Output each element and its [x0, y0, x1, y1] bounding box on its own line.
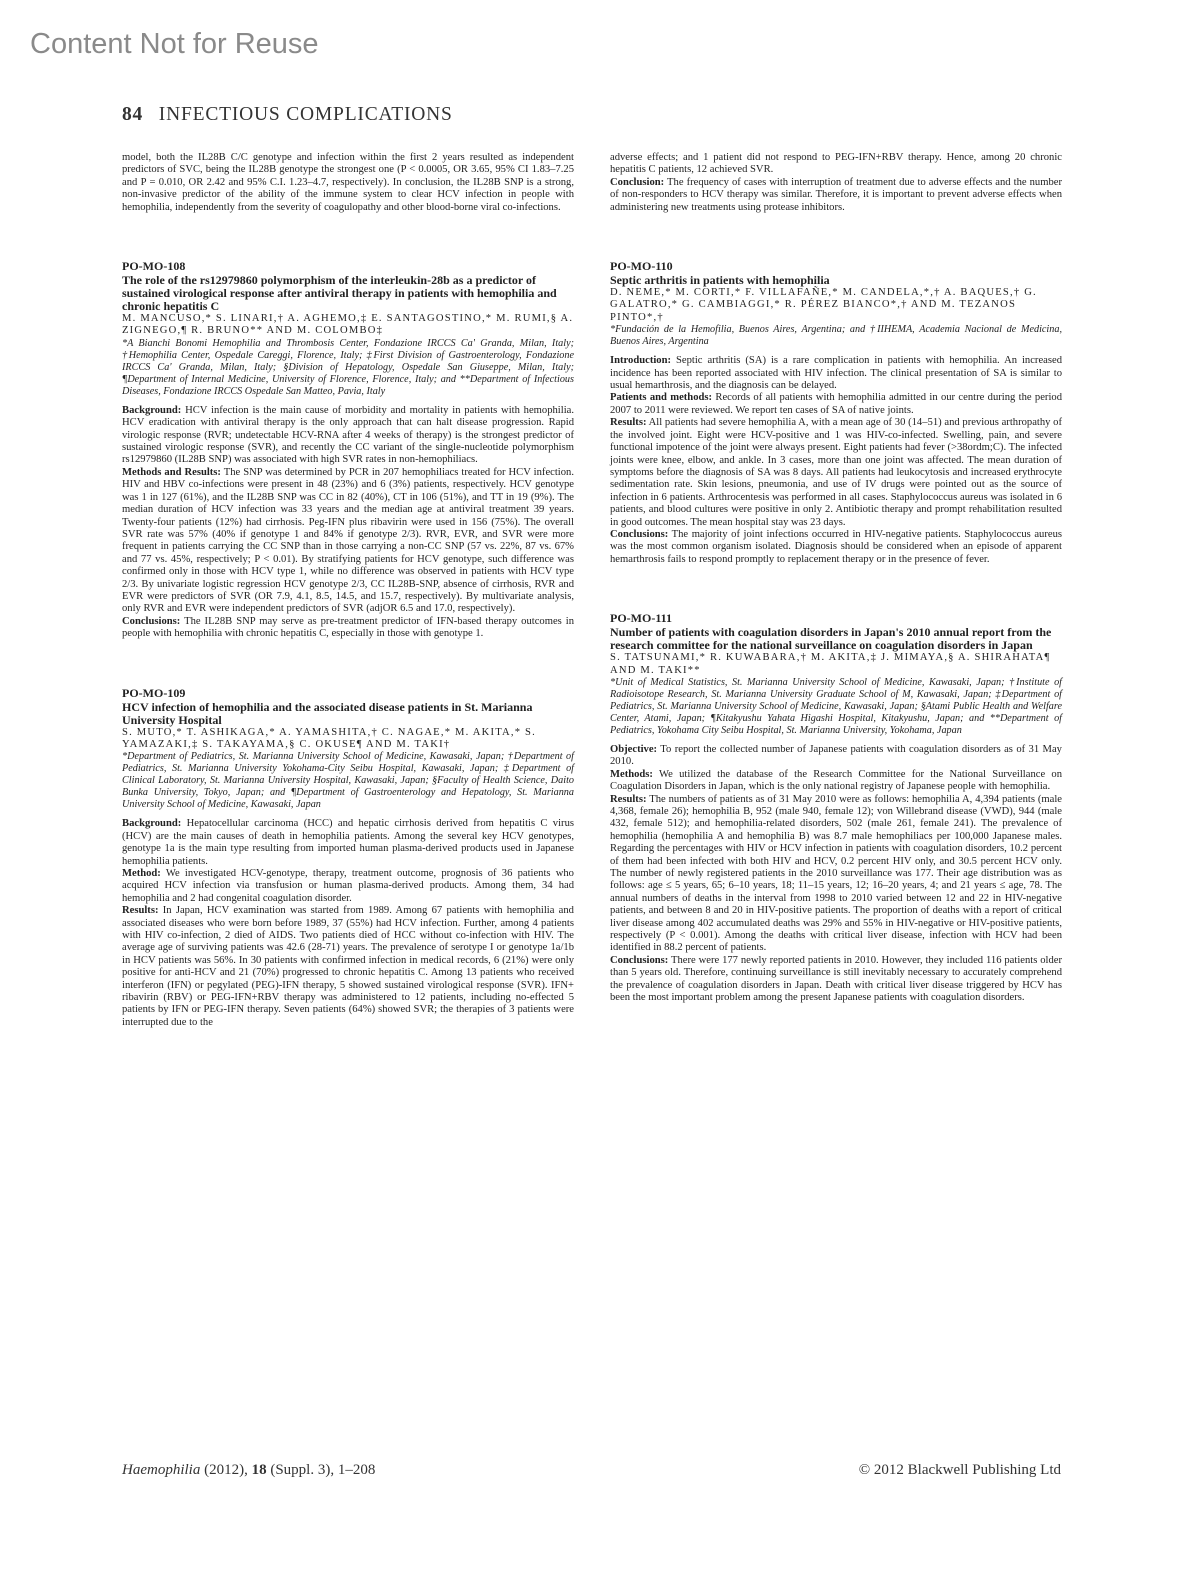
- abstract-code: PO-MO-109: [122, 685, 186, 700]
- abstract-title: Septic arthritis in patients with hemophilia: [610, 273, 830, 288]
- section-conclusions: [610, 529, 1062, 566]
- section-text: The SNP was determined by PCR in 207 hemophiliacs treated for HCV infection. HIV and HBV co-infections were present in 48 (23%) and 6 (3%) patients, respectively. HCV genotype was 1 in 127 (61%), and the IL28B SNP was CC in 82 (40%), CT in 106 (51%), and TT in 19 (9%). The median duration of HCV infection was 33 years and the median age at antiviral treatment 39 years. Twenty-four patients (12%) had cirrhosis. Peg-IFN plus ribavirin were used in 156 (75%). The overall SVR rate was 57% (40% if genotype 1 and 84% if genotype 2/3). RVR, EVR, and SVR were more frequent in patients carrying the CC SNP than in those carrying a non-CC SNP (57 vs. 22%, 87 vs. 67% and 77 vs. 45%, respectively; P < 0.01). By stratifying patients for HCV genotype, such difference was confirmed only in those with HCV type 1, while no difference was observed in patients with HCV type 2/3. By univariate logistic regression HCV genotype 2/3, CC IL28B-SNP, absence of cirrhosis, RVR and EVR were predictors of SVR (OR 7.9, 4.1, 8.5, 14.5, and 15.7, respectively). By multivariate analysis, only RVR and EVR were independent predictors of SVR (adjOR 6.5 and 17.0, respectively).: [122, 466, 574, 615]
- journal-supplement: (Suppl. 3), 1–208: [270, 1462, 376, 1478]
- abstract-po-mo-108: [122, 260, 574, 641]
- continuation-text: adverse effects; and 1 patient did not respond to PEG-IFN+RBV therapy. Hence, among 20 chronic hepatitis C patients, 12 achieved SVR.: [610, 152, 1062, 176]
- section-results: [610, 794, 1062, 955]
- section-conclusion: [610, 177, 1062, 214]
- abstract-code: PO-MO-108: [122, 259, 186, 274]
- section-text: To report the collected number of Japanese patients with coagulation disorders as of 31 May 2010.: [610, 743, 1062, 768]
- journal-year: (2012),: [204, 1462, 248, 1478]
- page-number: 84: [122, 104, 144, 125]
- section-label: Conclusion:: [610, 176, 665, 188]
- right-column: [610, 152, 1062, 1005]
- section-introduction: [610, 355, 1062, 392]
- section-text: Septic arthritis (SA) is a rare complication in patients with hemophilia. An increased incidence has been reported associated with HIV infection. The clinical presentation of SA is similar to usual hemarthrosis, and the diagnosis can be delayed.: [610, 355, 1062, 392]
- section-text: HCV infection is the main cause of morbidity and mortality in patients with hemophilia. HCV eradication with antiviral therapy is the only approach that can halt disease progression. Rapid virologic response (RVR; undetectable HCV-RNA after 4 weeks of therapy) is the strongest predictor of sustained virologic response (SVR), and recently the CC variant of the single-nucleotide polymorphism rs12979860 (IL28B SNP) was associated with high SVR rates in non-hemophiliacs.: [122, 404, 574, 466]
- section-results: [122, 905, 574, 1029]
- left-column: [122, 152, 574, 1029]
- section-objective: [610, 744, 1062, 769]
- abstract-affiliations: *Fundación de la Hemofilia, Buenos Aires, Argentina; and †IIHEMA, Academia Nacional de Medicina, Buenos Aires, Argentina: [610, 324, 1062, 348]
- section-label: Objective:: [610, 743, 658, 755]
- abstract-authors: D. NEME,* M. CORTI,* F. VILLAFAÑE,* M. CANDELA,*,† A. BAQUES,† G. GALATRO,* G. CAMBIAGGI,* R. PÉREZ BIANCO*,† AND M. TEZANOS PINTO*,†: [610, 287, 1037, 323]
- section-label: Conclusions:: [122, 615, 181, 627]
- section-label: Results:: [122, 905, 159, 917]
- section-text: We investigated HCV-genotype, therapy, treatment outcome, prognosis of 36 patients who acquired HCV infection via transfusion or human plasma-derived products. Among them, 34 had hemophilia and 2 had congenital coagulation disorder.: [122, 868, 574, 904]
- section-results: [610, 417, 1062, 529]
- section-background: [122, 405, 574, 467]
- section-label: Patients and methods:: [610, 392, 713, 404]
- section-method: [122, 868, 574, 905]
- section-text: The frequency of cases with interruption of treatment due to adverse effects and the number of non-responders to HCV therapy was similar. Therefore, it is important to prevent adverse effects when administering new treatments using protease inhibitors.: [610, 176, 1062, 213]
- section-text: There were 177 newly reported patients in 2010. However, they included 116 patients older than 5 years old. Therefore, continuing surveillance is still inevitably necessary to accurately comprehend the prevalence of coagulation disorders in Japan. Death with critical liver disease triggered by HCV has been the most important problem among the present Japanese patients with coagulation disorders.: [610, 954, 1063, 1004]
- section-label: Conclusions:: [610, 954, 669, 966]
- abstract-code: PO-MO-110: [610, 259, 673, 274]
- section-label: Results:: [610, 417, 647, 429]
- section-label: Methods and Results:: [122, 466, 221, 478]
- section-conclusions: [122, 616, 574, 641]
- section-text: In Japan, HCV examination was started from 1989. Among 67 patients with hemophilia and associated diseases who were born before 1989, 37 (55%) had HCV infection. Further, among 4 patients with HIV co-infection, 2 died of AIDS. Two patients died of HCC without co-infection with HIV. The average age of surviving patients was 42.6 (28-71) years. The prevalence of serotype I or genotype 1a/1b in HCV patients was 56%. In 30 patients with confirmed infection in medical records, 6 (21%) were only positive for anti-HCV and 21 (70%) progressed to chronic hepatitis C. Among 13 patients who received interferon (IFN) or pegylated (PEG)-IFN therapy, 5 showed sustained virological response (SVR). IFN+ ribavirin (RBV) or PEG-IFN+RBV therapy was administered to 12 patients, including no-effected 5 patients by IFN or PEG-IFN therapy. Seven patients (64%) showed SVR; the therapies of 3 patients were interrupted due to the: [122, 905, 574, 1028]
- journal-volume: 18: [251, 1462, 267, 1478]
- section-label: Conclusions:: [610, 528, 669, 540]
- section-text: The IL28B SNP may serve as pre-treatment predictor of IFN-based therapy outcomes in people with hemophilia with chronic hepatitis C, especially in those with genotype 1.: [122, 615, 574, 640]
- section-label: Background:: [122, 818, 182, 830]
- abstract-code: PO-MO-111: [610, 611, 672, 626]
- copyright-notice: © 2012 Blackwell Publishing Ltd: [858, 1462, 1061, 1478]
- section-text: The majority of joint infections occurred in HIV-negative patients. Staphylococcus aureus was the most common organism isolated. Diagnosis should be considered when an episode of apparent hemarthrosis fails to respond promptly to replacement therapy or in the presence of fever.: [610, 528, 1062, 565]
- journal-name: Haemophilia: [122, 1462, 201, 1478]
- section-label: Method:: [122, 868, 161, 879]
- abstract-title: The role of the rs12979860 polymorphism of the interleukin-28b as a predictor of sustained virological response after antiviral therapy in patients with hemophilia and chronic hepatitis C: [122, 273, 557, 314]
- section-title: INFECTIOUS COMPLICATIONS: [158, 104, 453, 125]
- abstract-po-mo-109: [122, 687, 574, 1030]
- section-text: Hepatocellular carcinoma (HCC) and hepatic cirrhosis derived from hepatitis C virus (HCV) are the main causes of death in hemophilia patients. Among the several key HCV genotypes, genotype 1a is the main type resulting from imported human plasma-derived products used in Japanese hemophilia patients.: [122, 818, 574, 867]
- section-label: Introduction:: [610, 355, 672, 367]
- section-label: Results:: [610, 793, 647, 805]
- section-label: Methods:: [610, 768, 653, 780]
- section-conclusions: [610, 955, 1062, 1005]
- running-head: [122, 104, 453, 126]
- watermark: Content Not for Reuse: [30, 28, 319, 60]
- journal-citation: [122, 1462, 375, 1479]
- continuation-text: model, both the IL28B C/C genotype and infection within the first 2 years resulted as independent predictors of SVC, being the IL28B genotype the strongest one (P < 0.0005, OR 3.65, 95% CI 1.83–7.25 and P = 0.010, OR 2.42 and 95% C.I. 1.23–4.7, respectively). In conclusion, the IL28B SNP is a strong, non-invasive predictor of the ability of the immune system to clear HCV infection in people with hemophilia, independently from the severity of coagulopathy and other blood-borne viral co-infections.: [122, 152, 574, 213]
- section-text: We utilized the database of the Research Committee for the National Surveillance on Coagulation Disorders in Japan, which is the only national registry of Japanese people with hemophilia.: [610, 768, 1062, 793]
- section-text: Records of all patients with hemophilia admitted in our centre during the period 2007 to 2011 were reviewed. We report ten cases of SA of native joints.: [610, 392, 1062, 416]
- abstract-po-mo-110: [610, 260, 1062, 566]
- section-text: All patients had severe hemophilia A, with a mean age of 30 (14–51) and previous arthropathy of the involved joint. Eight were HCV-positive and 1 was HIV-co-infected. Swelling, pain, and severe functional impotence of the joint were always present. Eight patients had fever (>38ordm;C). The infected joints were knee, elbow, and ankle. In 3 cases, more than one joint was affected. The mean duration of symptoms before the diagnosis of SA was 8 days. All patients had leukocytosis and increased erythrocyte sedimentation rate. Skin lesions, pneumonia, and use of IV drugs were pointed out as the source of infection in 6 patients. Arthrocentesis was performed in all cases. Staphylococcus aureus was isolated in 6 patients, and blood cultures were positive in only 2. Antibiotic therapy and prompt rehabilitation resulted in good outcomes. The mean hospital stay was 23 days.: [610, 417, 1062, 528]
- section-methods-results: [122, 467, 574, 616]
- abstract-authors: S. TATSUNAMI,* R. KUWABARA,† M. AKITA,‡ J. MIMAYA,§ A. SHIRAHATA¶ AND M. TAKI**: [610, 652, 1051, 676]
- section-text: The numbers of patients as of 31 May 2010 were as follows: hemophilia A, 4,394 patients (male 4,368, female 26); hemophilia B, 952 (male 940, female 12); von Willebrand disease (VWD), 944 (male 432, female 512); and hemophilia-related disorders, 502 (male 261, female 241). The prevalence of hemophilia (hemophilia A and hemophilia B) was 8.7 male hemophiliacs per 100,000 Japanese males. Regarding the percentages with HIV or HCV infection in patients with coagulation disorders, 10.2 percent of them had been infected with both HIV and HCV, 0.2 percent HIV only, and 30.5 percent HCV only. The number of newly registered patients in the 2010 surveillance was 177. Their age distribution was as follows: age ≤ 5 years, 65; 6–10 years, 18; 11–15 years, 12; 16–20 years, 4; and 21 years ≤ age, 78. The annual numbers of deaths in the interval from 1998 to 2010 varied between 12 and 22 in HIV-negative patients, and between 8 and 20 in HIV-positive patients. The proportion of deaths with a report of critical liver disease among 402 accumulated deaths was 29% and 55% in HIV-negative or HIV-positive patients, respectively (P < 0.001). Among the deaths with critical liver disease, infection with HCV had been identified in 88.2 percent of patients.: [610, 793, 1062, 954]
- abstract-authors: M. MANCUSO,* S. LINARI,† A. AGHEMO,‡ E. SANTAGOSTINO,* M. RUMI,§ A. ZIGNEGO,¶ R. BRUNO** AND M. COLOMBO‡: [122, 313, 574, 337]
- section-background: [122, 818, 574, 868]
- abstract-title: Number of patients with coagulation disorders in Japan's 2010 annual report from the research committee for the national surveillance on coagulation disorders in Japan: [610, 625, 1052, 653]
- abstract-affiliations: *Department of Pediatrics, St. Marianna University School of Medicine, Kawasaki, Japan; †Department of Pediatrics, St. Marianna University Yokohama-City Seibu Hospital, Kawasaki, Japan; ‡Department of Clinical Laboratory, St. Marianna University Hospital, Kawasaki, Japan; §Faculty of Health Science, Daito Bunka University, Tokyo, Japan; and ¶Department of Gastroenterology and Hepatology, St. Marianna University School of Medicine, Kawasaki, Japan: [122, 751, 574, 811]
- section-label: Background:: [122, 404, 182, 416]
- abstract-affiliations: *A Bianchi Bonomi Hemophilia and Thrombosis Center, Fondazione IRCCS Ca' Granda, Milan, Italy; †Hemophilia Center, Ospedale Careggi, Florence, Italy; ‡First Division of Gastroenterology, Fondazione IRCCS Ca' Granda, Milan, Italy; §Division of Hepatology, Ospedale San Giuseppe, Milan, Italy; ¶Department of Internal Medicine, University of Florence, Florence, Italy; and **Department of Infectious Diseases, Fondazione IRCCS Ospedale San Matteo, Pavia, Italy: [122, 337, 574, 397]
- abstract-title: HCV infection of hemophilia and the associated disease patients in St. Marianna University Hospital: [122, 699, 533, 727]
- section-patients-methods: [610, 392, 1062, 417]
- section-methods: [610, 769, 1062, 794]
- abstract-po-mo-111: [610, 612, 1062, 1004]
- abstract-authors: S. MUTO,* T. ASHIKAGA,* A. YAMASHITA,† C. NAGAE,* M. AKITA,* S. YAMAZAKI,‡ S. TAKAYAMA,§ C. OKUSE¶ AND M. TAKI†: [122, 726, 537, 750]
- abstract-affiliations: *Unit of Medical Statistics, St. Marianna University School of Medicine, Kawasaki, Japan; †Institute of Radioisotope Research, St. Marianna University Graduate School of M, Kawasaki, Japan; ‡Department of Pediatrics, St. Marianna University School of Medicine, Kawasaki, Japan; §Atami Public Health and Welfare Center, Atami, Japan; ¶Kitakyushu Yahata Higashi Hospital, Kitakyushu, Japan; and **Department of Pediatrics, Yokohama City Seibu Hospital, St. Marianna University, Yokohama, Japan: [610, 676, 1062, 736]
